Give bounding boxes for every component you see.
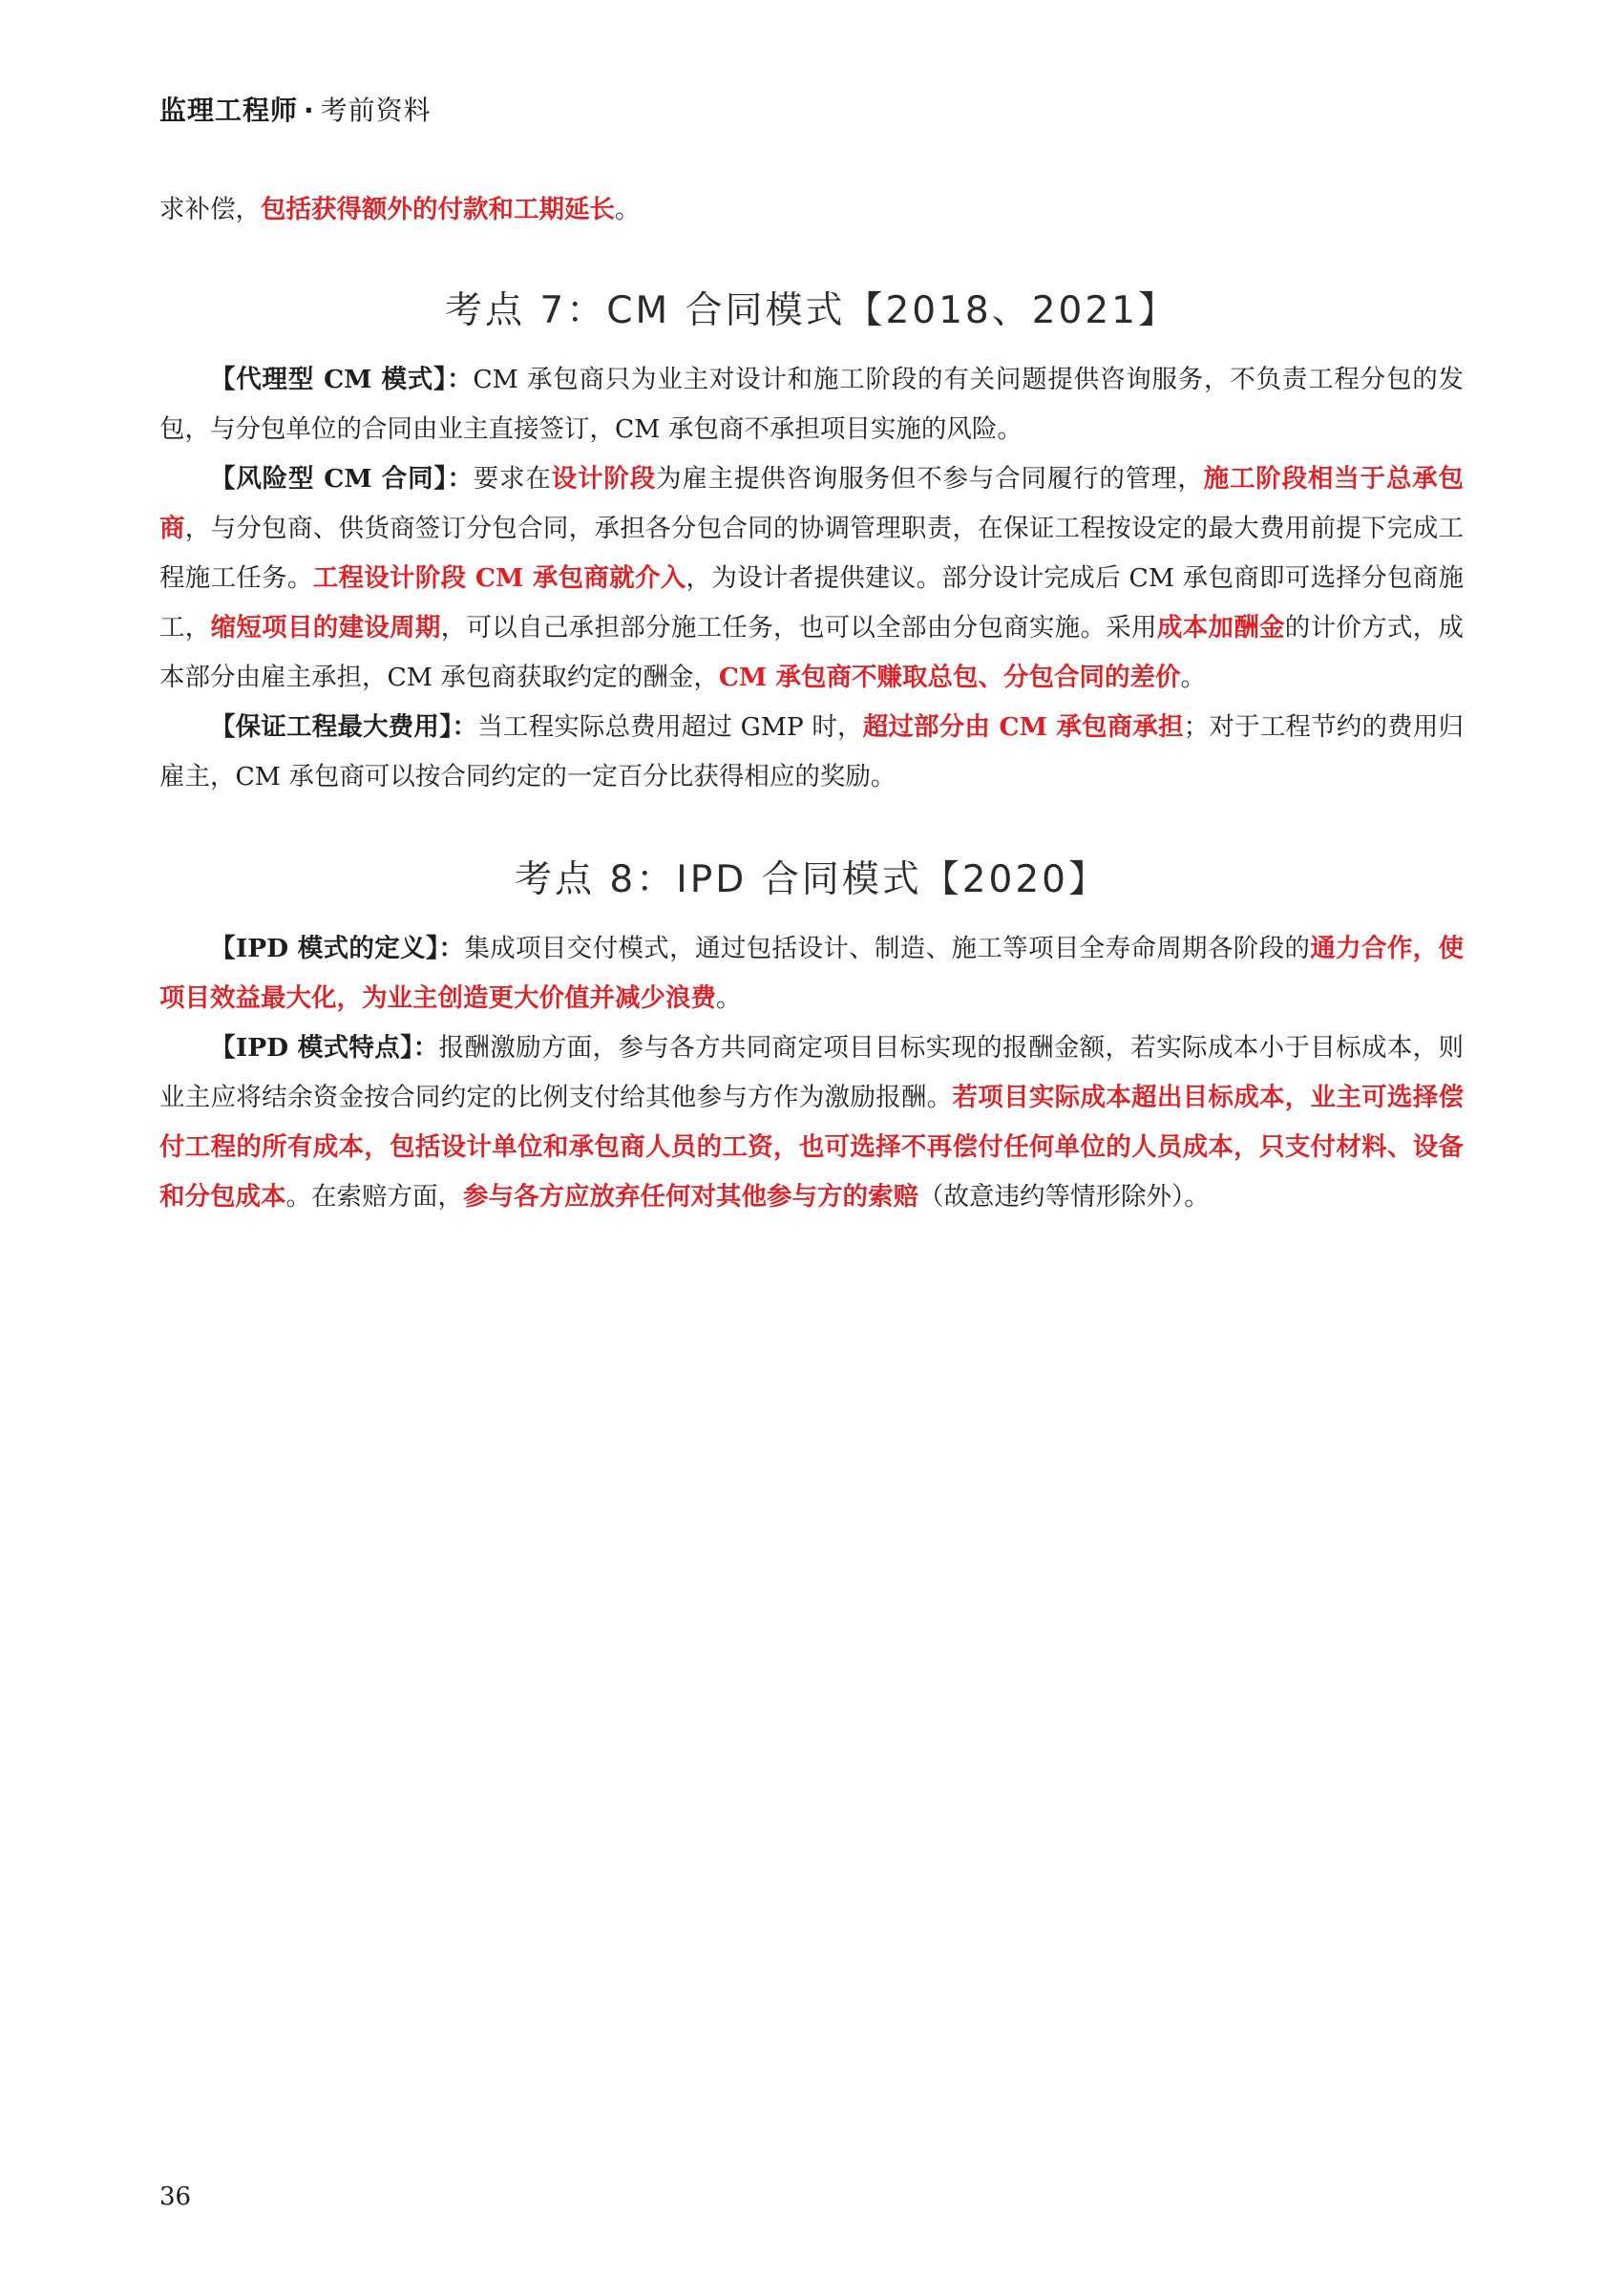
ipd-definition-highlight: 通力合作，使项目效益最大化，为业主创造更大价值并减少浪费 — [159, 934, 1465, 1013]
section8-heading: 考点 8：IPD 合同模式【2020】 — [515, 858, 1108, 901]
term-risk-cm: 【风险型 CM 合同】： — [210, 464, 474, 494]
gmp-text: ；对于工程节约的费用归雇主，CM 承包商可以按合同约定的一定百分比获得相应的奖励。 — [159, 712, 1465, 791]
page-header — [159, 90, 432, 128]
risk-cm-text: ，与分包商、供货商签订分包合同，承担各分包合同的协调管理职责，在保证工程按设定的最大费用前提下完成工程施工任务。 — [159, 514, 1465, 593]
risk-cm-highlight: 成本加酬金 — [1156, 613, 1285, 643]
carryover-text: 求补偿， — [159, 195, 261, 224]
section7-heading: 考点 7：CM 合同模式【2018、2021】 — [445, 289, 1178, 332]
header-subtitle: 考前资料 — [320, 95, 432, 126]
ipd-features-text: （故意违约等情形除外）。 — [918, 1182, 1210, 1212]
risk-cm-text: ，可以自己承担部分施工任务，也可以全部由分包商实施。采用 — [440, 613, 1157, 643]
risk-cm-text: 要求在 — [473, 464, 552, 494]
term-agency-cm: 【代理型 CM 模式】： — [210, 365, 474, 394]
carryover-highlight: 包括获得额外的付款和工期延长 — [261, 195, 615, 224]
ipd-definition-text: 。 — [716, 983, 742, 1013]
risk-cm-highlight: 工程设计阶段 CM 承包商就介入 — [312, 563, 686, 593]
section7-gmp-paragraph — [159, 703, 1464, 802]
gmp-highlight: 超过部分由 CM 承包商承担 — [862, 712, 1184, 742]
section7-agency-cm-paragraph — [159, 355, 1464, 454]
risk-cm-text: 。 — [1180, 663, 1206, 692]
header-series: 监理工程师 — [159, 95, 299, 126]
risk-cm-text: 为雇主提供咨询服务但不参与合同履行的管理， — [656, 464, 1204, 494]
ipd-features-highlight: 参与各方应放弃任何对其他参与方的索赔 — [463, 1182, 918, 1212]
ipd-definition-text: 集成项目交付模式，通过包括设计、制造、施工等项目全寿命周期各阶段的 — [464, 934, 1311, 963]
carryover-paragraph — [159, 185, 1464, 235]
ipd-features-highlight: 若项目实际成本超出目标成本，业主可选择偿付工程的所有成本，包括设计单位和承包商人员的工资，也可选择不再偿付任何单位的人员成本，只支付材料、设备和分包成本 — [159, 1083, 1465, 1212]
gmp-text: 当工程实际总费用超过 GMP 时， — [477, 712, 863, 742]
section8-ipd-features-paragraph — [159, 1023, 1464, 1222]
ipd-features-text: 。在索赔方面， — [285, 1182, 463, 1212]
risk-cm-text: ，为设计者提供建议。部分设计完成后 CM 承包商即可选择分包商施工， — [159, 563, 1464, 643]
risk-cm-highlight: 施工阶段相当于总承包商 — [159, 464, 1465, 543]
risk-cm-highlight: CM 承包商不赚取总包、分包合同的差价 — [718, 663, 1181, 692]
term-ipd-features: 【IPD 模式特点】： — [210, 1033, 439, 1063]
ipd-features-text: 报酬激励方面，参与各方共同商定项目目标实现的报酬金额，若实际成本小于目标成本，则业主应将结余资金按合同约定的比例支付给其他参与方作为激励报酬。 — [159, 1033, 1465, 1112]
page-number: 36 — [159, 2183, 192, 2211]
section8-ipd-definition-paragraph — [159, 924, 1464, 1023]
term-gmp: 【保证工程最大费用】： — [210, 712, 478, 742]
risk-cm-text: 的计价方式，成本部分由雇主承担，CM 承包商获取约定的酬金， — [159, 613, 1465, 692]
risk-cm-highlight: 缩短项目的建设周期 — [210, 613, 441, 643]
section7-risk-cm-paragraph — [159, 454, 1464, 703]
term-ipd-definition: 【IPD 模式的定义】： — [210, 934, 465, 963]
header-separator: · — [304, 95, 315, 126]
page-content — [159, 185, 1464, 1222]
risk-cm-highlight: 设计阶段 — [551, 464, 657, 494]
agency-cm-text: CM 承包商只为业主对设计和施工阶段的有关问题提供咨询服务，不负责工程分包的发包，与分包单位的合同由业主直接签订，CM 承包商不承担项目实施的风险。 — [159, 365, 1464, 444]
carryover-end: 。 — [615, 195, 641, 224]
